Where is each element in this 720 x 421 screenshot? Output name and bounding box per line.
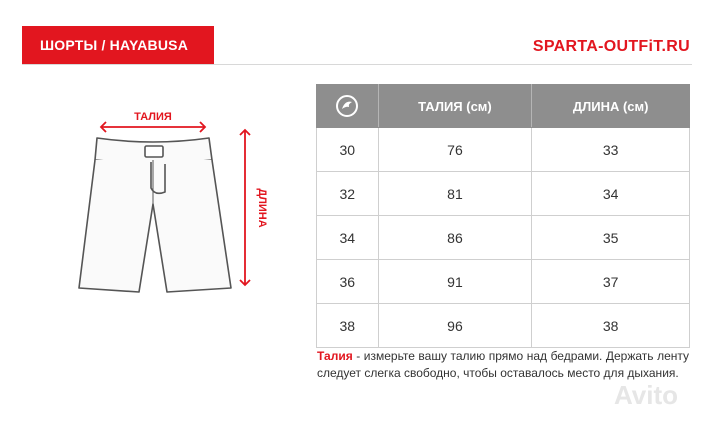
length-arrow bbox=[240, 130, 250, 285]
size-cell: 32 bbox=[317, 172, 379, 216]
table-header-row bbox=[317, 85, 690, 128]
size-cell: 30 bbox=[317, 128, 379, 172]
watermark-logo: Avito bbox=[614, 380, 679, 410]
waist-cell: 81 bbox=[378, 172, 532, 216]
waist-cell: 96 bbox=[378, 304, 532, 348]
shorts-outline bbox=[79, 138, 231, 292]
length-cell: 37 bbox=[532, 260, 690, 304]
note-term: Талия bbox=[317, 349, 353, 363]
size-cell: 38 bbox=[317, 304, 379, 348]
size-header bbox=[317, 85, 379, 128]
table-row bbox=[317, 172, 690, 216]
waist-arrow bbox=[101, 122, 205, 132]
note-text: - измерьте вашу талию прямо над бедрами. Держать ленту следует слегка свободно, чтобы оставалось место для дыхания. bbox=[317, 349, 689, 380]
size-table bbox=[316, 84, 690, 348]
title-banner bbox=[22, 26, 214, 64]
size-cell: 34 bbox=[317, 216, 379, 260]
length-label: ДЛИНА bbox=[256, 188, 268, 228]
waist-cell: 91 bbox=[378, 260, 532, 304]
waist-cell: 86 bbox=[378, 216, 532, 260]
length-cell: 33 bbox=[532, 128, 690, 172]
length-header: ДЛИНА (см) bbox=[532, 85, 690, 128]
length-cell: 34 bbox=[532, 172, 690, 216]
measurement-note bbox=[317, 348, 689, 382]
table-row bbox=[317, 304, 690, 348]
shorts-diagram bbox=[55, 100, 285, 300]
table-row bbox=[317, 260, 690, 304]
waist-header: ТАЛИЯ (см) bbox=[378, 85, 532, 128]
brand-logo-icon bbox=[335, 94, 359, 118]
page-title: ШОРТЫ / HAYABUSA bbox=[40, 37, 189, 53]
table-row bbox=[317, 216, 690, 260]
waist-label: ТАЛИЯ bbox=[134, 111, 172, 123]
site-name: SPARTA-OUTFiT.RU bbox=[532, 38, 690, 55]
length-cell: 35 bbox=[532, 216, 690, 260]
size-cell: 36 bbox=[317, 260, 379, 304]
waist-cell: 76 bbox=[378, 128, 532, 172]
divider bbox=[22, 64, 692, 65]
length-cell: 38 bbox=[532, 304, 690, 348]
table-row bbox=[317, 128, 690, 172]
